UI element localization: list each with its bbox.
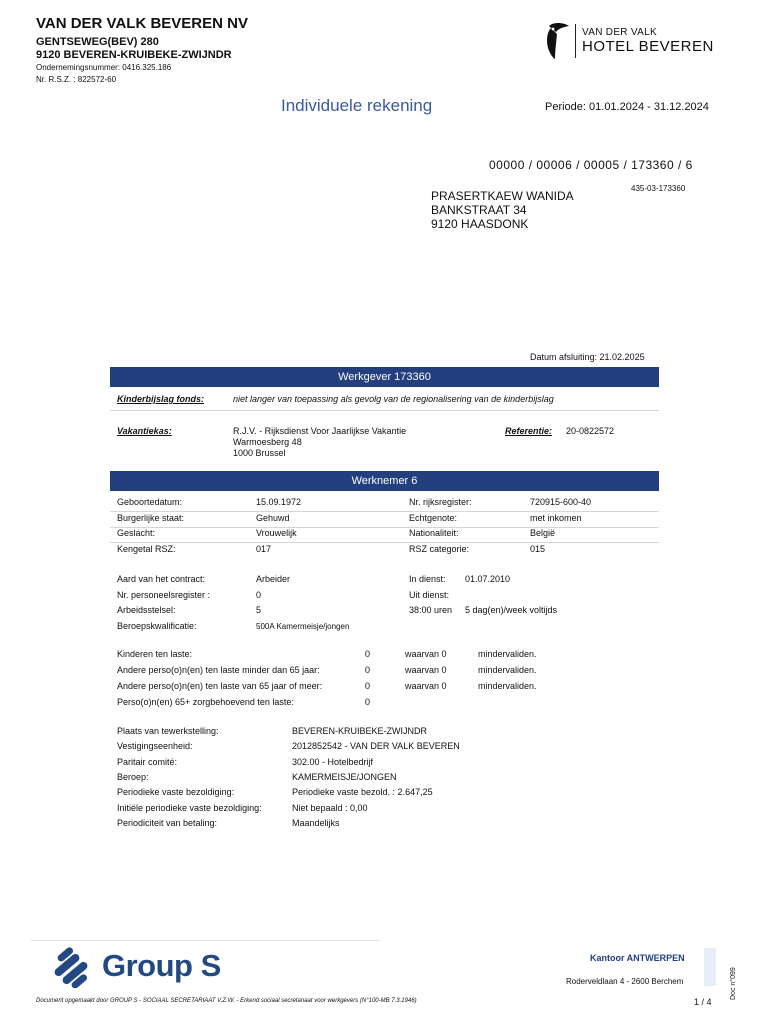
group-s-logo-icon xyxy=(50,946,94,988)
document-reference-small: 435-03-173360 xyxy=(631,184,686,193)
kinderen-label: Andere perso(o)n(en) ten laste van 65 jaar of meer: xyxy=(117,681,323,691)
vakantiekas-line2: Warmoesberg 48 xyxy=(233,437,302,447)
tewerkstelling-label: Vestigingseenheid: xyxy=(117,741,193,752)
kinderen-note: mindervaliden. xyxy=(478,665,537,675)
field-label: 38:00 uren xyxy=(409,605,453,615)
field-value: 017 xyxy=(256,543,272,554)
kinderen-waarvan: waarvan 0 xyxy=(405,681,447,691)
company-street: GENTSEWEG(BEV) 280 xyxy=(36,36,159,48)
page-number: 1 / 4 xyxy=(694,997,712,1007)
field-label: Geslacht: xyxy=(117,528,156,538)
document-periode: Periode: 01.01.2024 - 31.12.2024 xyxy=(545,101,709,113)
field-label: Nr. personeelsregister : xyxy=(117,589,211,600)
field-value: Gehuwd xyxy=(256,512,290,523)
field-value: 5 xyxy=(256,605,262,615)
footer-accent-box xyxy=(704,948,716,986)
kinderen-waarvan: waarvan 0 xyxy=(405,649,447,659)
field-value: 0 xyxy=(256,589,262,600)
field-value: Arbeider xyxy=(256,574,291,584)
tewerkstelling-value: Periodieke vaste bezold. : 2.647,25 xyxy=(292,787,433,798)
field-value: met inkomen xyxy=(530,512,582,523)
recipient-name: PRASERTKAEW WANIDA xyxy=(431,189,574,203)
doc-number: Doc n°099 xyxy=(730,967,737,1000)
tewerkstelling-value: BEVEREN-KRUIBEKE-ZWIJNDR xyxy=(292,726,428,736)
field-label: Echtgenote: xyxy=(409,512,458,523)
company-rsz: Nr. R.S.Z. : 822572-60 xyxy=(36,75,117,84)
field-label: In dienst: xyxy=(409,574,446,584)
tewerkstelling-value: Niet bepaald : 0,00 xyxy=(292,802,368,813)
kinderen-label: Kinderen ten laste: xyxy=(117,649,193,659)
company-city: 9120 BEVEREN-KRUIBEKE-ZWIJNDR xyxy=(36,49,232,61)
referentie-label: Referentie: xyxy=(505,426,553,436)
document-title: Individuele rekening xyxy=(281,96,433,115)
recipient-city: 9120 HAASDONK xyxy=(431,217,529,231)
hotel-logo-line2: HOTEL BEVEREN xyxy=(582,38,714,55)
field-value: 15.09.1972 xyxy=(256,497,302,507)
divider xyxy=(110,527,659,528)
kantoor-name: Kantoor ANTWERPEN xyxy=(590,953,685,963)
werknemer-header: Werknemer 6 xyxy=(110,471,659,491)
kinderbijslag-label: Kinderbijslag fonds: xyxy=(117,394,205,404)
footer-divider xyxy=(30,940,380,941)
field-label: Uit dienst: xyxy=(409,589,450,600)
logo-divider xyxy=(575,24,576,58)
kinderen-label: Andere perso(o)n(en) ten laste minder dan 65 jaar: xyxy=(117,665,320,675)
field-label: Arbeidsstelsel: xyxy=(117,605,176,615)
tewerkstelling-label: Initiële periodieke vaste bezoldiging: xyxy=(117,802,262,813)
company-ondernemingsnummer: Ondernemingsnummer: 0416.325.186 xyxy=(36,63,172,72)
kinderen-count: 0 xyxy=(365,697,371,707)
field-value: 5 dag(en)/week voltijds xyxy=(465,605,558,615)
company-name: VAN DER VALK BEVEREN NV xyxy=(36,15,248,32)
tewerkstelling-label: Paritair comité: xyxy=(117,756,178,767)
tewerkstelling-label: Beroep: xyxy=(117,771,149,782)
tewerkstelling-value: 2012852542 - VAN DER VALK BEVEREN xyxy=(292,741,460,752)
kinderen-label: Perso(o)n(en) 65+ zorgbehoevend ten laste: xyxy=(117,697,294,707)
divider xyxy=(110,511,659,512)
referentie-value: 20-0822572 xyxy=(566,426,615,436)
field-label: Burgerlijke staat: xyxy=(117,512,185,523)
field-value: 01.07.2010 xyxy=(465,574,511,584)
kinderen-count: 0 xyxy=(365,681,371,691)
toucan-icon xyxy=(543,22,573,60)
kinderen-count: 0 xyxy=(365,649,371,659)
field-label: Aard van het contract: xyxy=(117,574,206,584)
kinderbijslag-value: niet langer van toepassing als gevolg van de regionalisering van de kinderbijslag xyxy=(233,394,554,404)
kinderen-count: 0 xyxy=(365,665,371,675)
tewerkstelling-value: KAMERMEISJE/JONGEN xyxy=(292,771,397,782)
field-label: Nationaliteit: xyxy=(409,528,459,538)
document-reference: 00000 / 00006 / 00005 / 173360 / 6 xyxy=(489,158,693,172)
kinderen-waarvan: waarvan 0 xyxy=(405,665,447,675)
field-label: Kengetal RSZ: xyxy=(117,543,176,554)
footer-footnote: Document opgemaakt door GROUP S - SOCIAAL SECRETARIAAT V.Z.W. - Erkend sociaal secretariaat voor werkgevers (N°100-MB 7.3.1946) xyxy=(36,998,417,1004)
tewerkstelling-value: Maandelijks xyxy=(292,817,340,828)
field-label: Geboortedatum: xyxy=(117,497,183,507)
tewerkstelling-label: Periodiciteit van betaling: xyxy=(117,817,218,828)
kantoor-address: Roderveldlaan 4 - 2600 Berchem xyxy=(566,977,684,986)
tewerkstelling-label: Periodieke vaste bezoldiging: xyxy=(117,787,235,798)
kinderen-note: mindervaliden. xyxy=(478,681,537,691)
tewerkstelling-label: Plaats van tewerkstelling: xyxy=(117,726,219,736)
field-value: Vrouwelijk xyxy=(256,528,297,538)
group-s-brand: Group S xyxy=(102,948,221,983)
vakantiekas-label: Vakantiekas: xyxy=(117,426,172,436)
hotel-logo-line1: VAN DER VALK xyxy=(582,27,657,38)
tewerkstelling-value: 302.00 - Hotelbedrijf xyxy=(292,756,374,767)
werkgever-header: Werkgever 173360 xyxy=(110,367,659,387)
field-label: RSZ categorie: xyxy=(409,543,470,554)
vakantiekas-line1: R.J.V. - Rijksdienst Voor Jaarlijkse Vakantie xyxy=(233,426,407,436)
beroepskwalificatie-value: 500A Kamermeisje/jongen xyxy=(256,622,350,631)
recipient-street: BANKSTRAAT 34 xyxy=(431,203,527,217)
field-value: 015 xyxy=(530,543,546,554)
divider xyxy=(110,410,659,411)
kinderen-note: mindervaliden. xyxy=(478,649,537,659)
field-label: Nr. rijksregister: xyxy=(409,497,472,507)
divider xyxy=(110,542,659,543)
field-value: 720915-600-40 xyxy=(530,497,592,507)
datum-afsluiting: Datum afsluiting: 21.02.2025 xyxy=(530,352,645,362)
beroepskwalificatie-label: Beroepskwalificatie: xyxy=(117,621,197,631)
field-value: België xyxy=(530,528,556,538)
vakantiekas-line3: 1000 Brussel xyxy=(233,448,286,458)
